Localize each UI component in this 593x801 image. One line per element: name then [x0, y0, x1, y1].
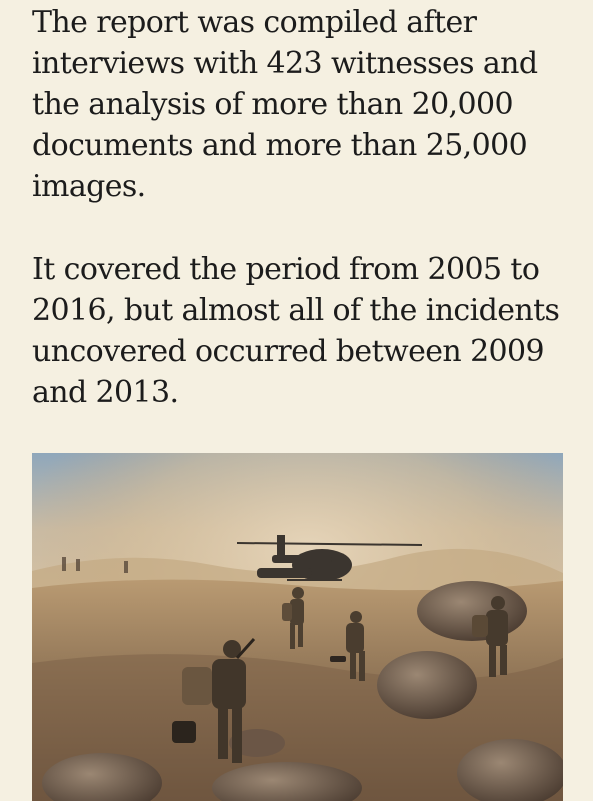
article-photo[interactable]	[32, 453, 563, 801]
article-paragraph-2: It covered the period from 2005 to 2016, but almost all of the incidents uncovered occurred between 2009 and 2013.	[32, 252, 560, 410]
photo-soldiers-helicopter-dust-icon	[32, 453, 563, 801]
article-paragraph-1: The report was compiled after interviews with 423 witnesses and the analysis of more than 20,000 documents and more than 25,000 images.	[32, 5, 538, 204]
